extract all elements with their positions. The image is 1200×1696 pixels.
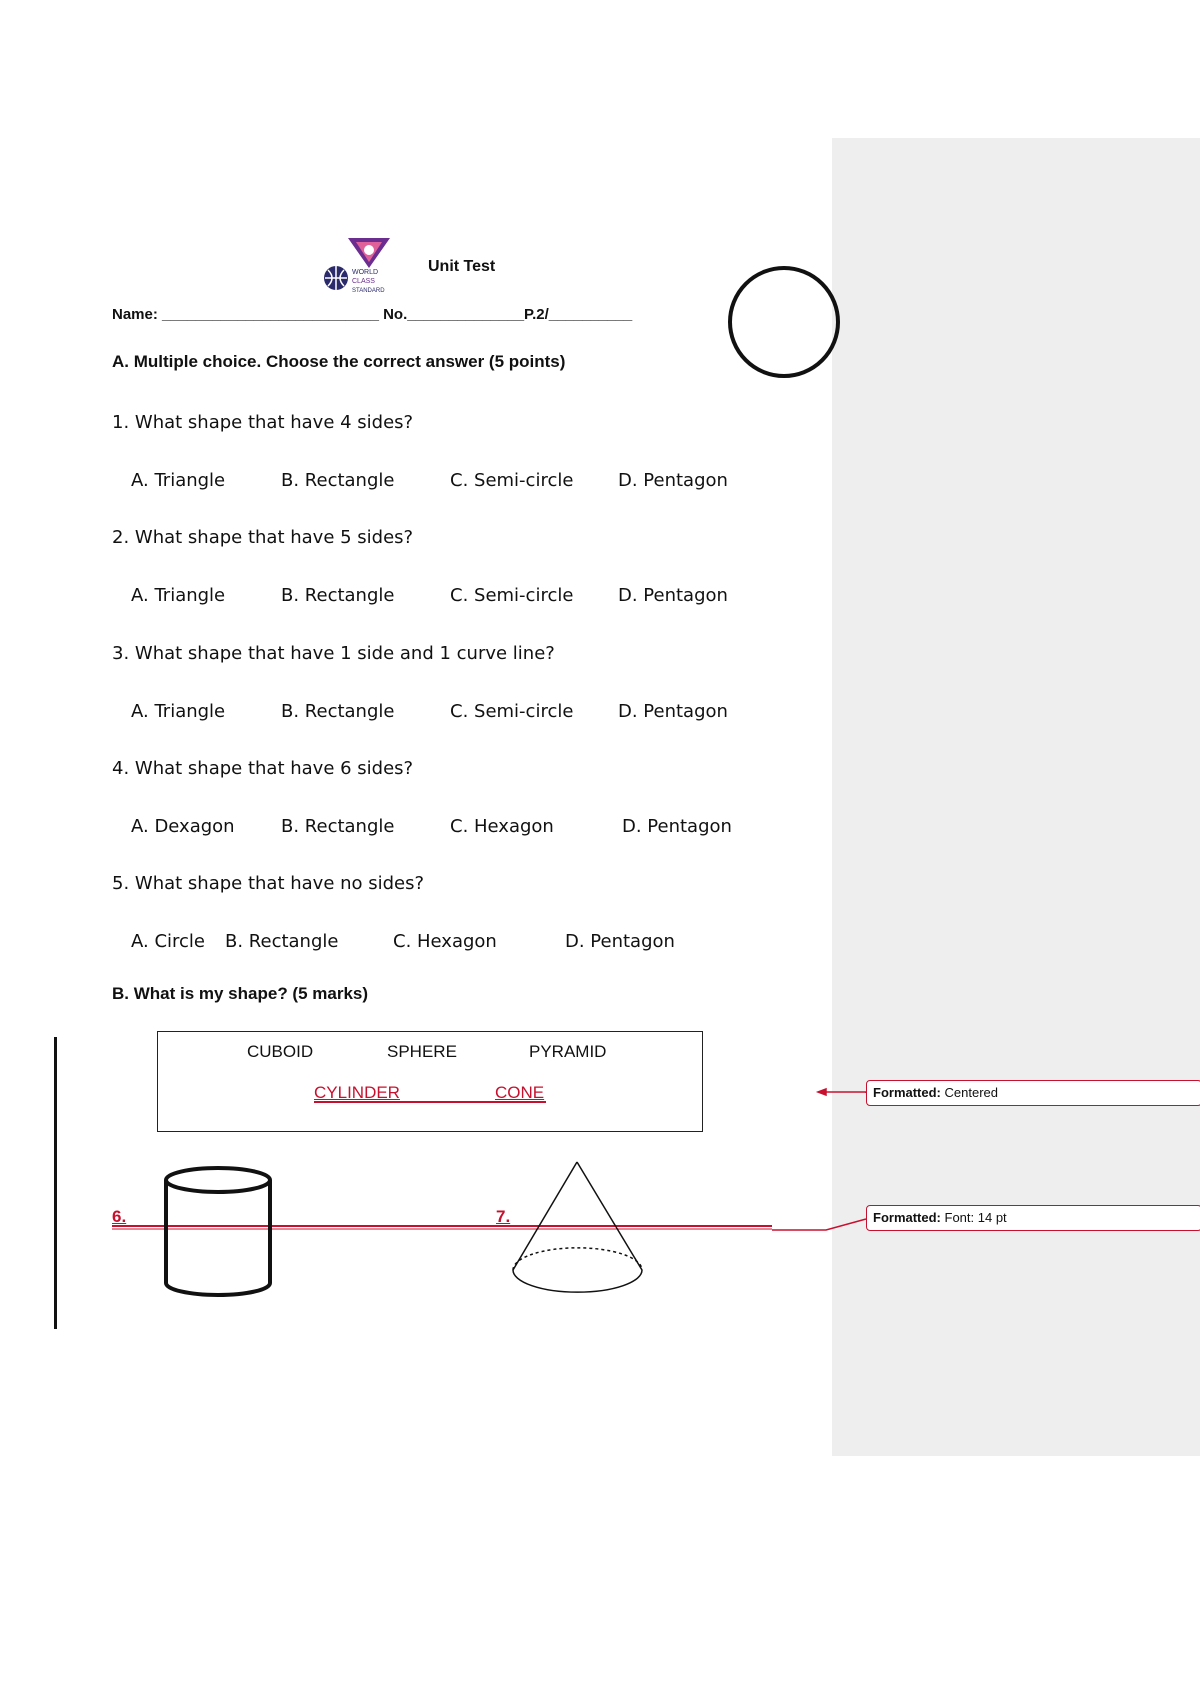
section-b-heading: B. What is my shape? (5 marks) <box>112 984 369 1003</box>
q5-option-c[interactable]: C. Hexagon <box>393 931 497 952</box>
q3-option-d[interactable]: D. Pentagon <box>618 701 728 722</box>
student-info-line[interactable]: Name: __________________________ No.______________P.2/__________ <box>112 306 633 323</box>
q1-option-c[interactable]: C. Semi-circle <box>450 470 574 491</box>
section-a-heading: A. Multiple choice. Choose the correct answer (5 points) <box>112 352 566 371</box>
unused-line <box>112 1090 545 1100</box>
word-sphere: SPHERE <box>387 1042 457 1061</box>
comment-2-detail: Font: 14 pt <box>944 1210 1007 1225</box>
comment-1-label: Formatted: <box>873 1085 941 1100</box>
q3-option-b[interactable]: B. Rectangle <box>281 701 395 722</box>
word-pyramid: PYRAMID <box>529 1042 607 1061</box>
comment-2-label: Formatted: <box>873 1210 941 1225</box>
q2-option-d[interactable]: D. Pentagon <box>618 585 728 606</box>
comment-connectors <box>772 1089 866 1230</box>
q4-option-a[interactable]: A. Dexagon <box>131 816 235 837</box>
comment-1-detail: Centered <box>944 1085 998 1100</box>
page-title: Unit Test <box>428 258 496 275</box>
svg-text:STANDARD: STANDARD <box>352 288 385 294</box>
q2-option-c[interactable]: C. Semi-circle <box>450 585 574 606</box>
q1-option-d[interactable]: D. Pentagon <box>618 470 728 491</box>
q1-option-a[interactable]: A. Triangle <box>131 470 226 491</box>
q5-option-a[interactable]: A. Circle <box>131 931 205 952</box>
word-cylinder: CYLINDER <box>314 1083 400 1102</box>
q5-option-b[interactable]: B. Rectangle <box>225 931 339 952</box>
comment-balloon-2[interactable] <box>866 1205 1200 1231</box>
svg-text:WORLD: WORLD <box>352 269 379 276</box>
q3-option-c[interactable]: C. Semi-circle <box>450 701 574 722</box>
answer-number-6: 6. <box>112 1207 127 1226</box>
cone-shape <box>513 1162 642 1292</box>
q5-option-d[interactable]: D. Pentagon <box>565 931 675 952</box>
q4-option-c[interactable]: C. Hexagon <box>450 816 554 837</box>
q2-option-b[interactable]: B. Rectangle <box>281 585 395 606</box>
question-5: 5. What shape that have no sides? <box>112 873 425 894</box>
question-3: 3. What shape that have 1 side and 1 curve line? <box>112 643 555 664</box>
q3-option-a[interactable]: A. Triangle <box>131 701 226 722</box>
question-1: 1. What shape that have 4 sides? <box>112 412 414 433</box>
q4-option-d[interactable]: D. Pentagon <box>622 816 732 837</box>
word-cone: CONE <box>495 1083 545 1102</box>
word-cuboid: CUBOID <box>247 1042 314 1061</box>
question-4: 4. What shape that have 6 sides? <box>112 758 414 779</box>
q2-option-a[interactable]: A. Triangle <box>131 585 226 606</box>
answer-number-7: 7. <box>496 1207 511 1226</box>
cylinder-shape <box>166 1168 270 1295</box>
comment-balloon-1[interactable] <box>866 1080 1200 1106</box>
q1-option-b[interactable]: B. Rectangle <box>281 470 395 491</box>
svg-text:CLASS: CLASS <box>352 278 375 285</box>
q4-option-b[interactable]: B. Rectangle <box>281 816 395 837</box>
question-2: 2. What shape that have 5 sides? <box>112 527 414 548</box>
